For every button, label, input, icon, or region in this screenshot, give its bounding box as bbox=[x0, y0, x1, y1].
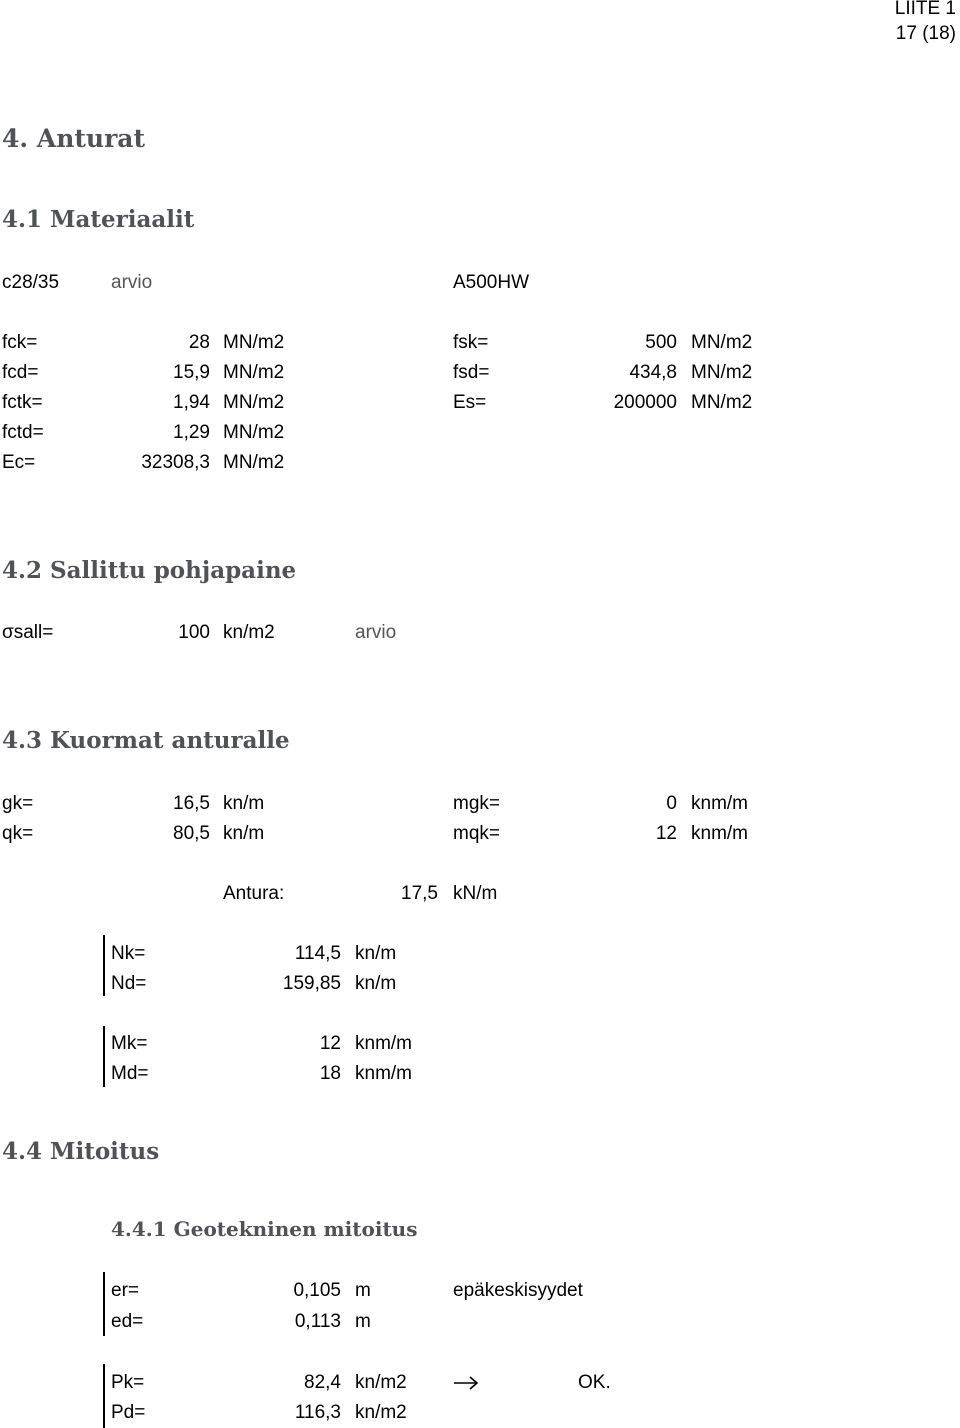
fctk-value: 1,94 bbox=[173, 392, 210, 413]
nd-label: Nd= bbox=[111, 973, 147, 994]
nk-value: 114,5 bbox=[294, 943, 341, 964]
fsk-value: 500 bbox=[645, 332, 677, 353]
bracket-line bbox=[103, 1272, 105, 1336]
right-arrow-icon bbox=[453, 1376, 483, 1390]
ed-unit: m bbox=[355, 1311, 371, 1332]
ec-value: 32308,3 bbox=[141, 452, 210, 473]
fctk-label: fctk= bbox=[2, 392, 43, 413]
bracket-line bbox=[103, 1026, 105, 1087]
antura-unit: kN/m bbox=[453, 883, 498, 904]
qk-label: qk= bbox=[2, 823, 34, 844]
design-heading: 4.4 Mitoitus bbox=[2, 1138, 160, 1165]
qk-value: 80,5 bbox=[173, 823, 210, 844]
er-label: er= bbox=[111, 1280, 139, 1301]
pd-label: Pd= bbox=[111, 1402, 146, 1423]
sigma-unit: kn/m2 bbox=[223, 622, 275, 643]
ed-label: ed= bbox=[111, 1311, 144, 1332]
gk-value: 16,5 bbox=[173, 793, 210, 814]
fcd-label: fcd= bbox=[2, 362, 39, 383]
fcd-unit: MN/m2 bbox=[223, 362, 285, 383]
page-number: 17 (18) bbox=[895, 23, 956, 44]
steel-class: A500HW bbox=[453, 272, 530, 293]
mgk-value: 0 bbox=[666, 793, 677, 814]
bracket-line bbox=[103, 935, 105, 996]
md-unit: knm/m bbox=[355, 1063, 412, 1084]
er-value: 0,105 bbox=[293, 1280, 341, 1301]
ec-label: Ec= bbox=[2, 452, 36, 473]
nk-unit: kn/m bbox=[355, 943, 397, 964]
es-unit: MN/m2 bbox=[691, 392, 753, 413]
fctd-unit: MN/m2 bbox=[223, 422, 285, 443]
fctd-value: 1,29 bbox=[173, 422, 210, 443]
fsd-unit: MN/m2 bbox=[691, 362, 753, 383]
er-unit: m bbox=[355, 1280, 371, 1301]
sigma-label: σsall= bbox=[2, 622, 54, 643]
antura-value: 17,5 bbox=[401, 883, 438, 904]
es-label: Es= bbox=[453, 392, 487, 413]
ed-value: 0,113 bbox=[294, 1311, 341, 1332]
geo-heading: 4.4.1 Geotekninen mitoitus bbox=[111, 1217, 418, 1241]
er-note: epäkeskisyydet bbox=[453, 1280, 583, 1301]
pk-label: Pk= bbox=[111, 1372, 145, 1393]
mgk-label: mgk= bbox=[453, 793, 500, 814]
fck-label: fck= bbox=[2, 332, 38, 353]
md-value: 18 bbox=[319, 1063, 341, 1084]
nd-unit: kn/m bbox=[355, 973, 397, 994]
concrete-note: arvio bbox=[111, 272, 153, 293]
pd-unit: kn/m2 bbox=[355, 1402, 407, 1423]
fctd-label: fctd= bbox=[2, 422, 44, 443]
antura-label: Antura: bbox=[223, 883, 285, 904]
gk-label: gk= bbox=[2, 793, 34, 814]
section-title: 4. Anturat bbox=[2, 124, 146, 153]
mk-value: 12 bbox=[319, 1033, 341, 1054]
pk-result: OK. bbox=[578, 1372, 611, 1393]
fck-unit: MN/m2 bbox=[223, 332, 285, 353]
bracket-line bbox=[103, 1364, 105, 1428]
mk-label: Mk= bbox=[111, 1033, 148, 1054]
mqk-label: mqk= bbox=[453, 823, 500, 844]
fsk-unit: MN/m2 bbox=[691, 332, 753, 353]
fctk-unit: MN/m2 bbox=[223, 392, 285, 413]
mgk-unit: knm/m bbox=[691, 793, 748, 814]
nk-label: Nk= bbox=[111, 943, 146, 964]
nd-value: 159,85 bbox=[282, 973, 341, 994]
pk-unit: kn/m2 bbox=[355, 1372, 407, 1393]
ec-unit: MN/m2 bbox=[223, 452, 285, 473]
bearing-heading: 4.2 Sallittu pohjapaine bbox=[2, 557, 297, 584]
sigma-value: 100 bbox=[178, 622, 210, 643]
sigma-note: arvio bbox=[355, 622, 397, 643]
mqk-unit: knm/m bbox=[691, 823, 748, 844]
pd-value: 116,3 bbox=[294, 1402, 341, 1423]
pk-value: 82,4 bbox=[304, 1372, 341, 1393]
appendix-label: LIITE 1 bbox=[894, 0, 956, 19]
materials-heading: 4.1 Materiaalit bbox=[2, 206, 195, 233]
mk-unit: knm/m bbox=[355, 1033, 412, 1054]
gk-unit: kn/m bbox=[223, 793, 265, 814]
concrete-class: c28/35 bbox=[2, 272, 60, 293]
mqk-value: 12 bbox=[655, 823, 677, 844]
fcd-value: 15,9 bbox=[173, 362, 210, 383]
qk-unit: kn/m bbox=[223, 823, 265, 844]
fsk-label: fsk= bbox=[453, 332, 489, 353]
loads-heading: 4.3 Kuormat anturalle bbox=[2, 727, 290, 754]
fsd-label: fsd= bbox=[453, 362, 490, 383]
md-label: Md= bbox=[111, 1063, 149, 1084]
fck-value: 28 bbox=[188, 332, 210, 353]
es-value: 200000 bbox=[613, 392, 677, 413]
fsd-value: 434,8 bbox=[629, 362, 677, 383]
